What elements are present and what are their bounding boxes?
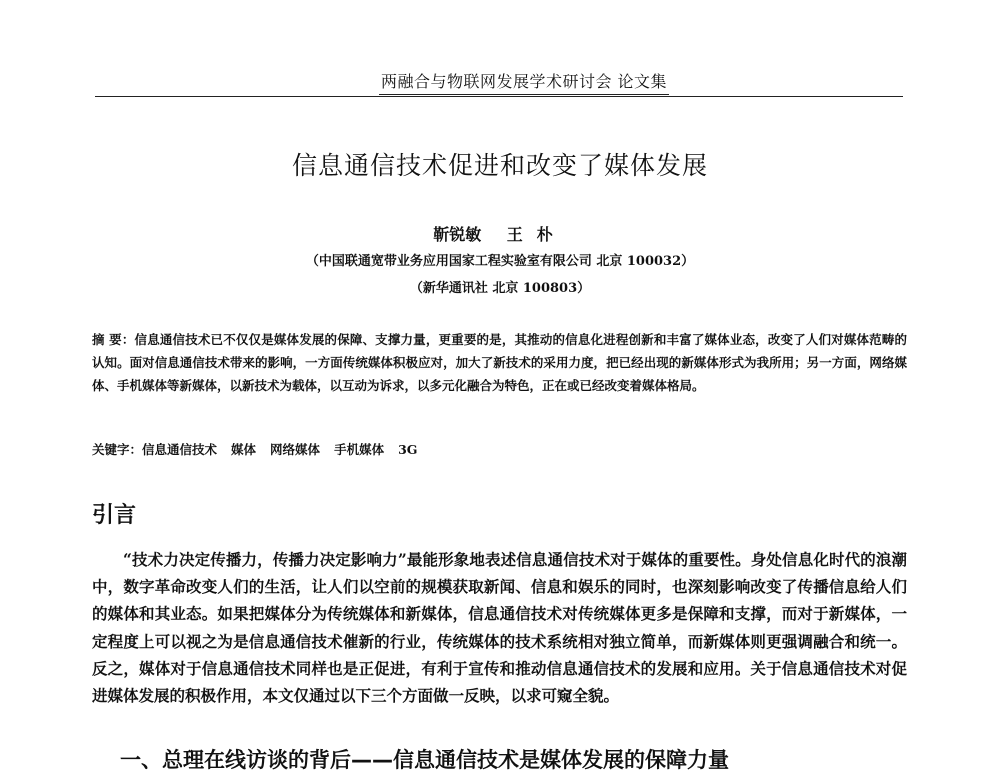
abstract-label: 摘 要： <box>92 332 135 347</box>
keyword: 网络媒体 <box>270 442 321 457</box>
section-title: 引言 <box>92 503 137 528</box>
abstract <box>92 328 907 397</box>
authors <box>0 224 1000 246</box>
keyword: 媒体 <box>231 442 257 457</box>
keywords-label: 关键字： <box>92 442 143 457</box>
running-head <box>95 70 903 97</box>
keyword: 3G <box>398 442 418 457</box>
keyword: 手机媒体 <box>334 442 385 457</box>
abstract-text: 信息通信技术已不仅仅是媒体发展的保障、支撑力量，更重要的是，其推动的信息化进程创新和丰富了媒体业态，改变了人们对媒体范畴的认知。面对信息通信技术带来的影响，一方面传统媒体积极应对，加大了新技术的采用力度，把已经出现的新媒体形式为我所用；另一方面，网络媒体、手机媒体等新媒体，以新技术为载体，以互动为诉求，以多元化融合为特色，正在或已经改变着媒体格局。 <box>92 332 907 393</box>
paper-title: 信息通信技术促进和改变了媒体发展 <box>291 151 708 180</box>
author-1: 靳锐敏 <box>433 225 482 244</box>
affiliation-2: （新华通讯社 北京 100803） <box>409 281 591 296</box>
intro-paragraph: “技术力决定传播力，传播力决定影响力”最能形象地表述信息通信技术对于媒体的重要性。身处信息化时代的浪潮中，数字革命改变人们的生活，让人们以空前的规模获取新闻、信息和娱乐的同时，也深刻影响改变了传播信息给人们的媒体和其业态。如果把媒体分为传统媒体和新媒体，信息通信技术对传统媒体更多是保障和支撑，而对于新媒体，一定程度上可以视之为是信息通信技术催新的行业，传统媒体的技术系统相对独立简单，而新媒体则更强调融合和统一。反之，媒体对于信息通信技术同样也是正促进，有利于宣传和推动信息通信技术的发展和应用。关于信息通信技术对促进媒体发展的积极作用，本文仅通过以下三个方面做一反映，以求可窥全貌。 <box>92 550 907 706</box>
affiliation-1: （中国联通宽带业务应用国家工程实验室有限公司 北京 100032） <box>305 254 695 269</box>
running-head-text: 两融合与物联网发展学术研讨会 论文集 <box>379 70 669 95</box>
author-2: 王朴 <box>506 225 567 244</box>
keywords <box>92 438 907 461</box>
keyword: 信息通信技术 <box>142 442 218 457</box>
next-section-heading: 一、总理在线访谈的背后——信息通信技术是媒体发展的保障力量 <box>120 748 729 772</box>
